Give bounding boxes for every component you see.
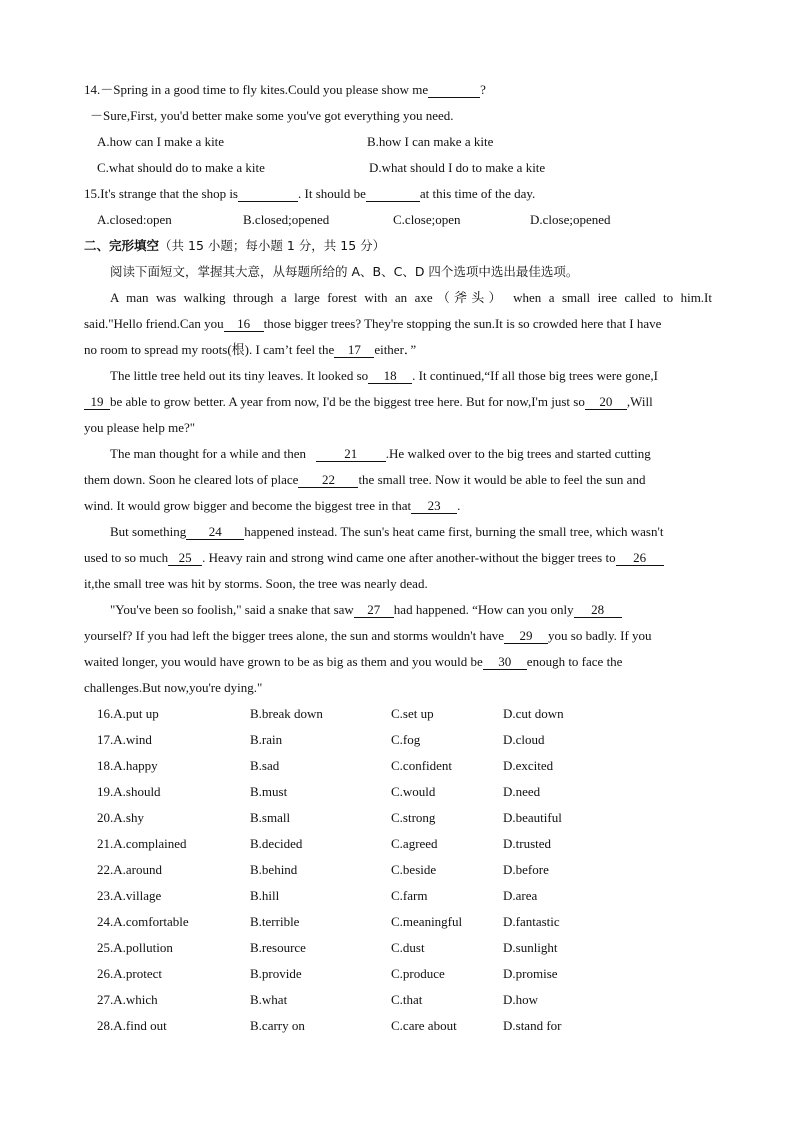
choice-19-b: B.must xyxy=(250,784,288,799)
choice-18-c: C.confident xyxy=(391,758,453,773)
q15-stem: 15.It's strange that the shop is . It should be at this time of the day. xyxy=(84,186,536,201)
choice-18-b: B.sad xyxy=(250,758,280,773)
q15-option-d: D.close;opened xyxy=(530,212,611,227)
q15-blank-1 xyxy=(238,187,298,202)
blank-26: 26 xyxy=(616,551,664,566)
choice-26-d: D.promise xyxy=(503,966,558,981)
blank-17: 17 xyxy=(334,343,374,358)
choice-25-c: C.dust xyxy=(391,940,425,955)
passage-p1-line3: no room to spread my roots(根). I cam’t feel the 17 either．” xyxy=(84,342,417,357)
choice-27-a: 27.A.which xyxy=(97,992,158,1007)
choice-28-a: 28.A.find out xyxy=(97,1018,167,1033)
choice-20-d: D.beautiful xyxy=(503,810,562,825)
passage-p5-line4: challenges.But now,you're dying." xyxy=(84,680,263,695)
choice-24-c: C.meaningful xyxy=(391,914,463,929)
passage-p3-line1: The man thought for a while and then 21 .He walked over to the big trees and started cutting xyxy=(110,446,651,461)
choice-27-c: C.that xyxy=(391,992,423,1007)
passage-p2-line2: 19 be able to grow better. A year from now, I'd be the biggest tree here. But for now,I'm just so 20 ,Will xyxy=(84,394,712,410)
choice-19-a: 19.A.should xyxy=(97,784,161,799)
blank-24: 24 xyxy=(186,525,244,540)
choice-28-c: C.care about xyxy=(391,1018,457,1033)
blank-29: 29 xyxy=(504,629,548,644)
choice-21-b: B.decided xyxy=(250,836,303,851)
section-instruction: 阅读下面短文，掌握其大意，从每题所给的 A、B、C、D 四个选项中选出最佳选项。 xyxy=(110,264,579,279)
choice-17-b: B.rain xyxy=(250,732,283,747)
blank-19: 19 xyxy=(84,395,110,410)
passage-p1-line2: said."Hello friend.Can you 16 those bigger trees? They're stopping the sun.It is so crowded here that I have xyxy=(84,316,662,331)
choice-16-c: C.set up xyxy=(391,706,434,721)
choice-24-a: 24.A.comfortable xyxy=(97,914,189,929)
choice-20-b: B.small xyxy=(250,810,291,825)
passage-p5-line2: yourself? If you had left the bigger trees alone, the sun and storms wouldn't have 29 you so badly. If you xyxy=(84,628,652,643)
choice-19-d: D.need xyxy=(503,784,541,799)
choice-24-b: B.terrible xyxy=(250,914,300,929)
choice-23-a: 23.A.village xyxy=(97,888,162,903)
choice-22-b: B.behind xyxy=(250,862,298,877)
choice-22-a: 22.A.around xyxy=(97,862,162,877)
choice-26-c: C.produce xyxy=(391,966,445,981)
choice-27-d: D.how xyxy=(503,992,539,1007)
blank-21: 21 xyxy=(316,447,386,462)
passage-p2-line1: The little tree held out its tiny leaves. It looked so 18 . It continued,“If all those big trees were gone,I xyxy=(110,368,658,383)
choice-25-d: D.sunlight xyxy=(503,940,558,955)
choice-18-d: D.excited xyxy=(503,758,554,773)
choice-25-a: 25.A.pollution xyxy=(97,940,173,955)
q15-option-c: C.close;open xyxy=(393,212,461,227)
choice-20-c: C.strong xyxy=(391,810,436,825)
choice-17-d: D.cloud xyxy=(503,732,545,747)
passage-p3-line2: them down. Soon he cleared lots of place 22 the small tree. Now it would be able to feel the sun and xyxy=(84,472,646,487)
passage-p2-line3: you please help me?" xyxy=(84,420,196,435)
choice-25-b: B.resource xyxy=(250,940,306,955)
choice-17-c: C.fog xyxy=(391,732,421,747)
blank-25: 25 xyxy=(168,551,202,566)
choice-16-d: D.cut down xyxy=(503,706,564,721)
q14-option-a: A.how can I make a kite xyxy=(97,134,225,149)
choice-22-c: C.beside xyxy=(391,862,437,877)
choice-28-d: D.stand for xyxy=(503,1018,562,1033)
blank-16: 16 xyxy=(224,317,264,332)
blank-27: 27 xyxy=(354,603,394,618)
choice-23-b: B.hill xyxy=(250,888,280,903)
choice-21-d: D.trusted xyxy=(503,836,552,851)
q15-option-a: A.closed:open xyxy=(97,212,172,227)
passage-p4-line1: But something 24 happened instead. The sun's heat came first, burning the small tree, which wasn't xyxy=(110,524,664,539)
q14-option-d: D.what should I do to make a kite xyxy=(369,160,546,175)
q14-reply: －Sure,First, you'd better make some you've got everything you need. xyxy=(90,108,454,123)
choice-16-b: B.break down xyxy=(250,706,323,721)
q14-blank xyxy=(428,83,480,98)
choice-26-a: 26.A.protect xyxy=(97,966,162,981)
blank-22: 22 xyxy=(298,473,358,488)
choice-26-b: B.provide xyxy=(250,966,302,981)
passage-p1-line1: A man was walking through a large forest with an axe（斧头） when a small iree called to him.It xyxy=(110,290,712,305)
blank-28: 28 xyxy=(574,603,622,618)
q14-stem: 14.－Spring in a good time to fly kites.Could you please show me ? xyxy=(84,82,486,97)
choice-16-a: 16.A.put up xyxy=(97,706,159,721)
passage-p5-line3: waited longer, you would have grown to be as big as them and you would be 30 enough to face the xyxy=(84,654,623,669)
choice-17-a: 17.A.wind xyxy=(97,732,152,747)
passage-p4-line2: used to so much 25 . Heavy rain and strong wind came one after another-without the bigger trees to 26 xyxy=(84,550,712,566)
q15-option-b: B.closed;opened xyxy=(243,212,330,227)
blank-30: 30 xyxy=(483,655,527,670)
q15-blank-2 xyxy=(366,187,420,202)
choice-22-d: D.before xyxy=(503,862,549,877)
q14-option-b: B.how I can make a kite xyxy=(367,134,494,149)
blank-18: 18 xyxy=(368,369,412,384)
choice-27-b: B.what xyxy=(250,992,288,1007)
q14-option-c: C.what should do to make a kite xyxy=(97,160,265,175)
blank-20: 20 xyxy=(585,395,627,410)
choice-24-d: D.fantastic xyxy=(503,914,560,929)
choice-23-c: C.farm xyxy=(391,888,428,903)
choice-18-a: 18.A.happy xyxy=(97,758,158,773)
choice-28-b: B.carry on xyxy=(250,1018,305,1033)
passage-p3-line3: wind. It would grow bigger and become the biggest tree in that 23 . xyxy=(84,498,461,513)
blank-23: 23 xyxy=(411,499,457,514)
choice-21-c: C.agreed xyxy=(391,836,438,851)
passage-p5-line1: "You've been so foolish," said a snake that saw 27 had happened. “How can you only 28 xyxy=(110,602,712,618)
choice-20-a: 20.A.shy xyxy=(97,810,144,825)
passage-p4-line3: it,the small tree was hit by storms. Soon, the tree was nearly dead. xyxy=(84,576,428,591)
choice-19-c: C.would xyxy=(391,784,436,799)
choice-21-a: 21.A.complained xyxy=(97,836,187,851)
choice-23-d: D.area xyxy=(503,888,538,903)
section-heading: 二、完形填空（共 15 小题；每小题 1 分，共 15 分） xyxy=(84,238,386,253)
